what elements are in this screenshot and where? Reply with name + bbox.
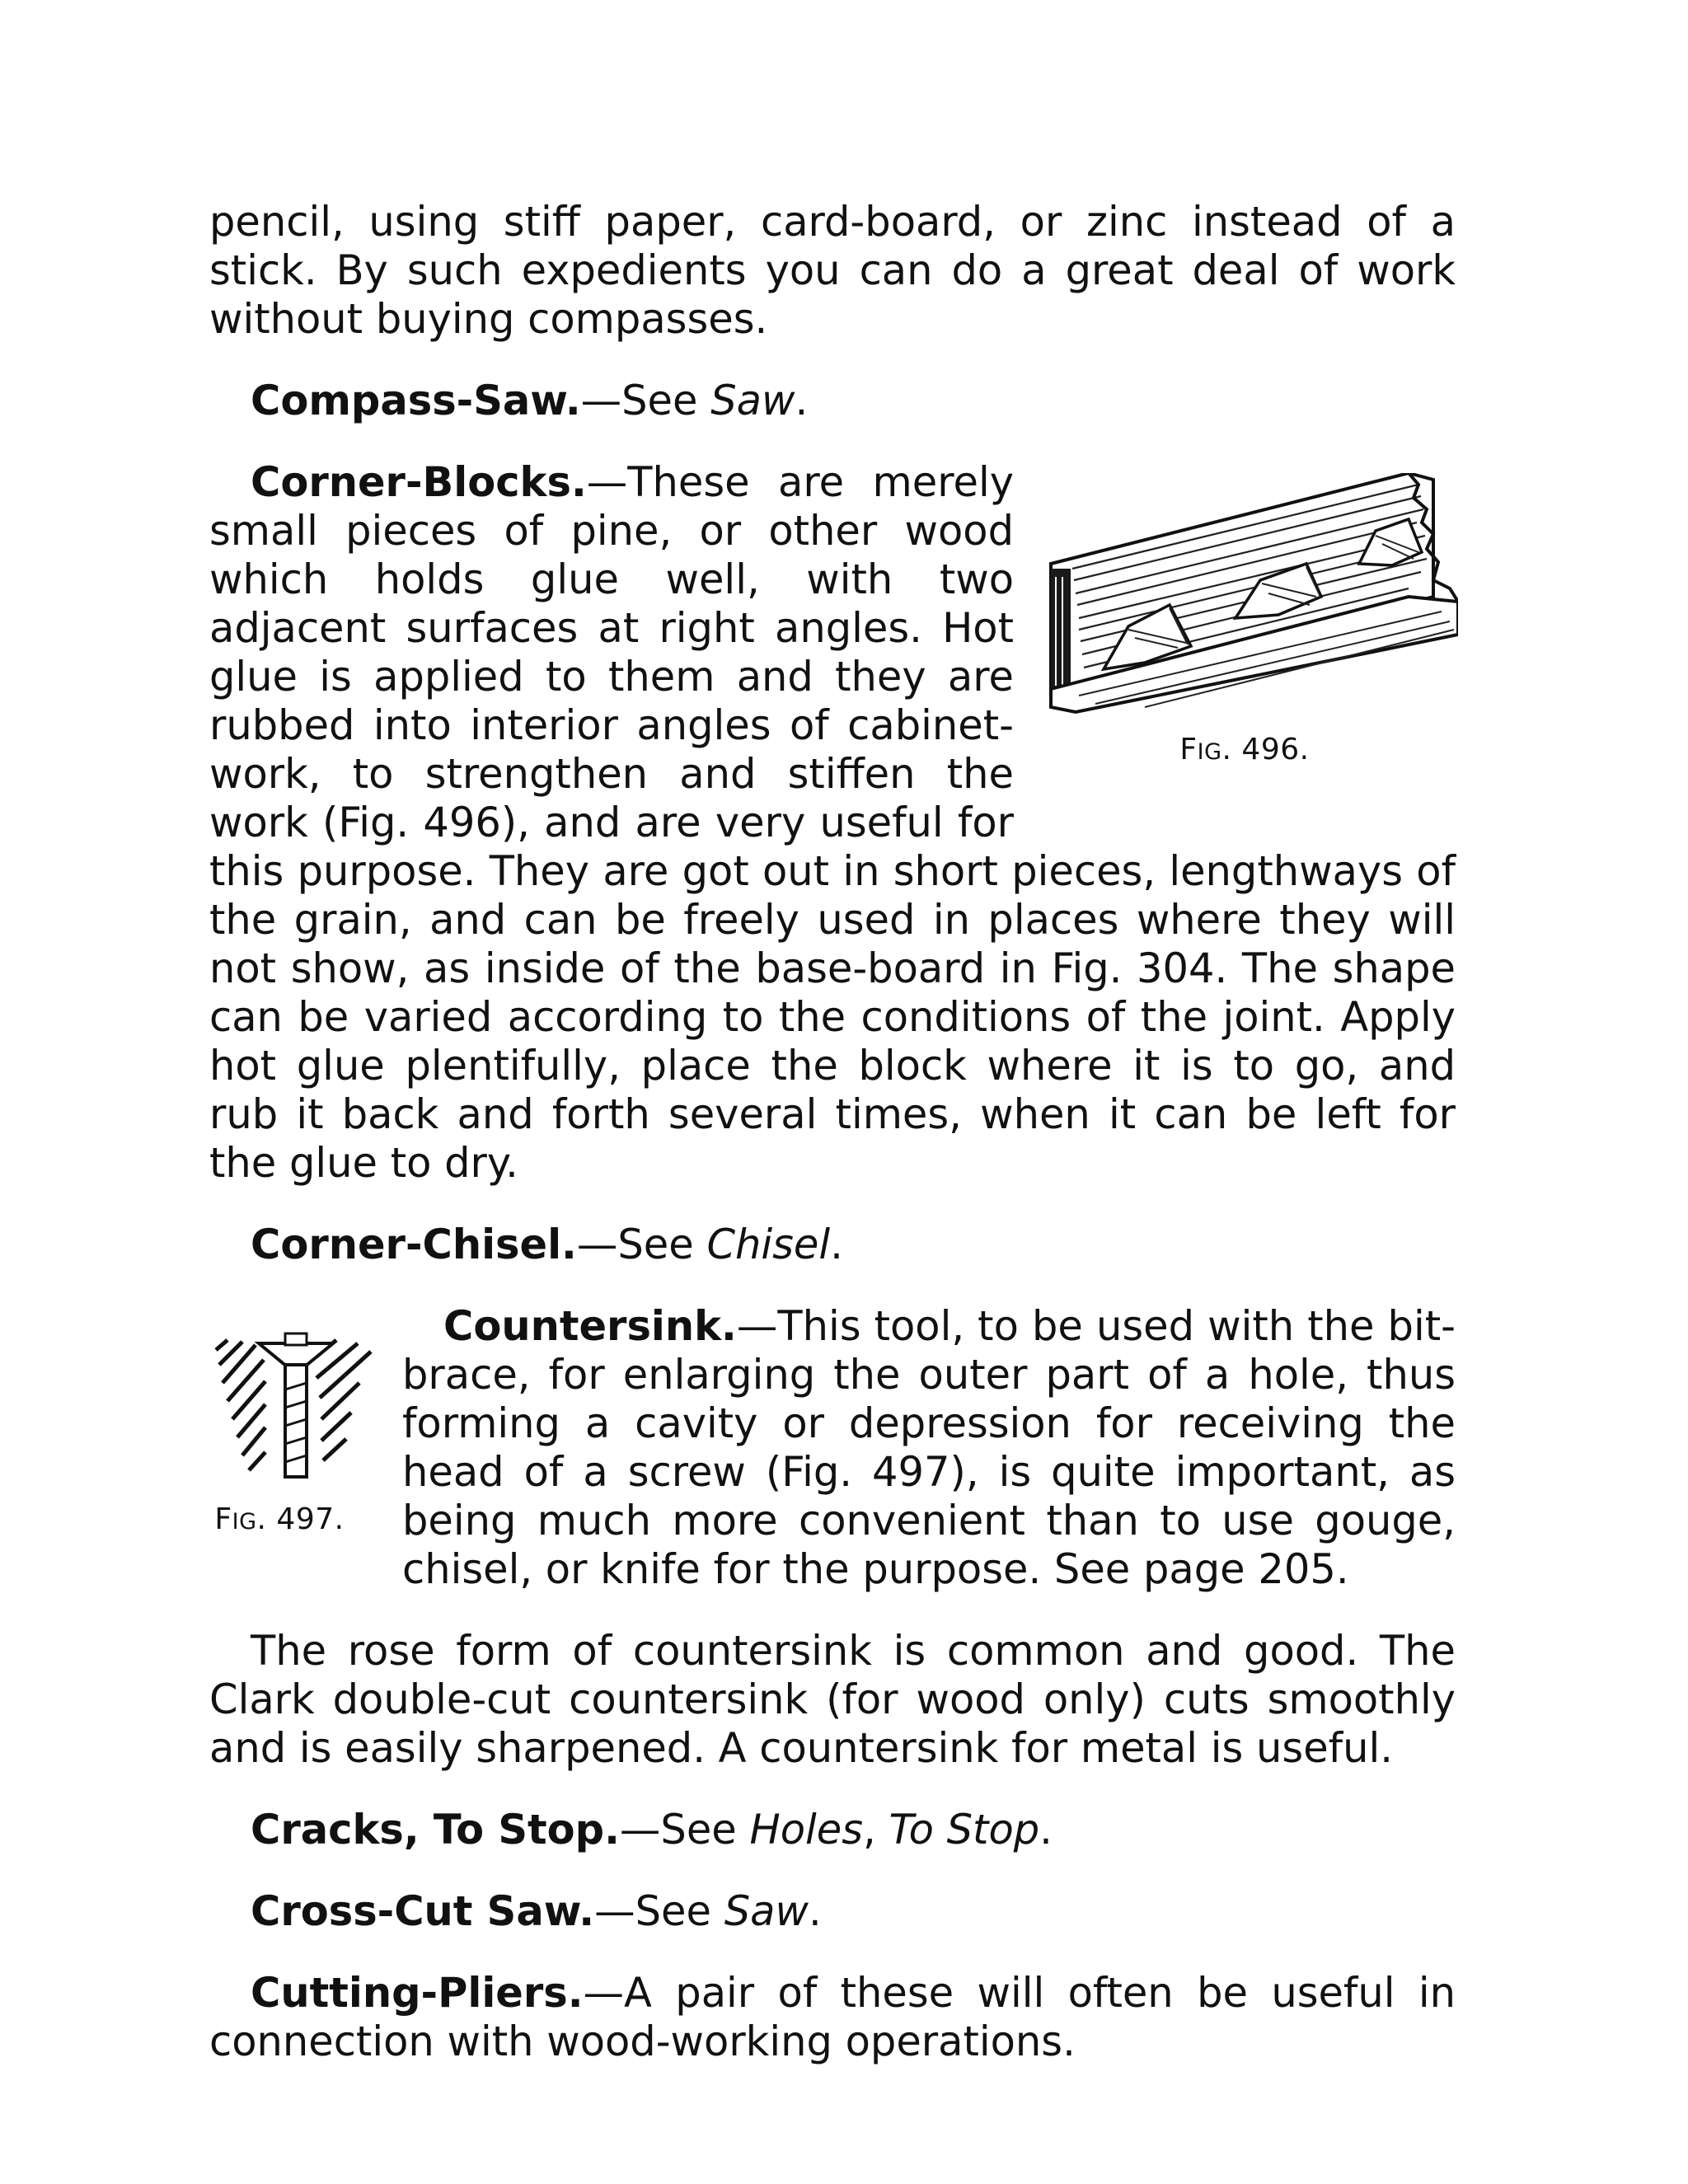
entry-term: Corner-Blocks. xyxy=(251,458,587,506)
page-body xyxy=(209,198,1456,2066)
entry-see: —See xyxy=(580,377,711,424)
cross-reference: To Stop xyxy=(889,1806,1040,1854)
entry-compass-saw xyxy=(209,377,1456,425)
corner-block-illustration xyxy=(1046,473,1458,720)
entry-text: —These are merely small pieces of pine, or other wood which holds glue well, with two adjacent surfaces at right angles. Hot glue is applied to them and they are rubbed into interior angles of cabinet-work, to strengthen and stiffen the work (Fig. 496), and are very useful for this purpose. They are got out in short pieces, lengthways of the grain, and can be freely used in places where they will not show, as inside of the base-board in Fig. 304. The shape can be varied according to the conditions of the joint. Apply hot glue plentifully, place the block where it is to go, and rub it back and forth several times, when it can be left for the glue to dry. xyxy=(209,458,1456,1187)
entry-term: Countersink. xyxy=(443,1302,737,1350)
entry-term: Compass-Saw. xyxy=(251,377,581,424)
entry-end: . xyxy=(830,1221,843,1268)
intro-paragraph: pencil, using stiff paper, card-board, or zinc instead of a stick. By such expedients you can do a great deal of work without buying compasses. xyxy=(209,198,1456,343)
figure-496 xyxy=(1034,463,1456,801)
countersink-illustration xyxy=(213,1332,377,1488)
entry-cross-cut-saw xyxy=(209,1887,1456,1936)
figure-496-caption: FIG. 496. xyxy=(1179,733,1310,766)
entry-see: —See xyxy=(619,1806,750,1854)
entry-term: Cracks, To Stop. xyxy=(251,1806,620,1854)
figure-497 xyxy=(209,1302,392,1551)
figure-497-caption: FIG. 497. xyxy=(214,1502,345,1536)
entry-term: Cross-Cut Saw. xyxy=(251,1887,595,1935)
entry-end: . xyxy=(808,1887,822,1935)
entry-corner-chisel xyxy=(209,1221,1456,1269)
cross-reference: Holes xyxy=(749,1806,863,1854)
separator: , xyxy=(863,1806,889,1854)
entry-term: Cutting-Pliers. xyxy=(251,1969,584,2017)
rose-paragraph: The rose form of countersink is common and good. The Clark double-cut countersink (for wood only) cuts smoothly and is easily sharpened. A countersink for metal is useful. xyxy=(209,1627,1456,1772)
entry-end: . xyxy=(1039,1806,1053,1854)
entry-cutting-pliers xyxy=(209,1969,1456,2066)
entry-text: —A pair of these will often be useful in connection with wood-working operations. xyxy=(209,1969,1456,2065)
entry-countersink xyxy=(209,1302,1456,1594)
entry-see: —See xyxy=(576,1221,707,1268)
cross-reference: Chisel xyxy=(706,1221,831,1268)
entry-end: . xyxy=(795,377,809,424)
entry-cracks xyxy=(209,1806,1456,1854)
entry-corner-blocks-block xyxy=(209,458,1456,1188)
entry-text: —This tool, to be used with the bit-brace, for enlarging the outer part of a hole, thus forming a cavity or depression for receiving the head of a screw (Fig. 497), is quite important, as being much more convenient than to use gouge, chisel, or knife for the purpose. See page 205. xyxy=(402,1302,1456,1593)
cross-reference: Saw xyxy=(710,377,795,424)
cross-reference: Saw xyxy=(724,1887,809,1935)
entry-countersink-block xyxy=(209,1302,1456,1594)
entry-term: Corner-Chisel. xyxy=(251,1221,577,1268)
entry-see: —See xyxy=(594,1887,724,1935)
